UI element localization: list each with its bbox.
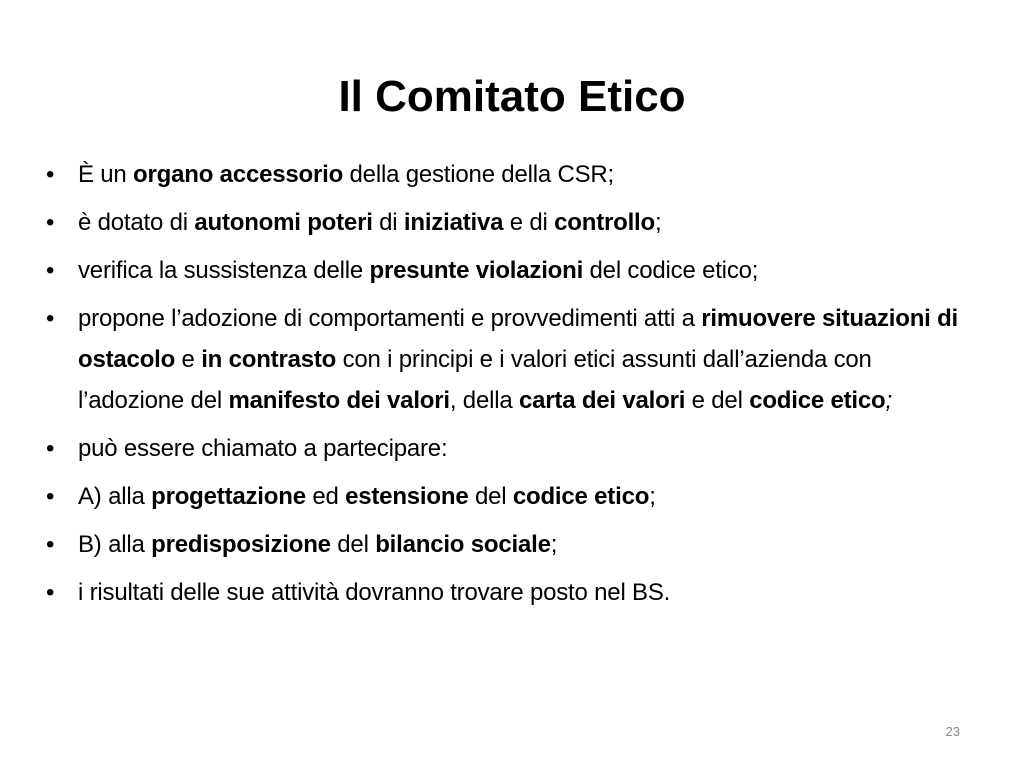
text-segment: È un (78, 161, 134, 188)
bullet-list (40, 154, 980, 620)
bullet-text (78, 161, 614, 188)
bold-text: bilancio sociale (375, 531, 551, 558)
bold-text: predisposizione (151, 531, 331, 558)
bold-text: in contrasto (201, 346, 337, 373)
bold-text: organo accessorio (133, 161, 344, 188)
bullet-text (78, 209, 661, 236)
text-segment: del (330, 531, 376, 558)
bullet-dot-icon: • (46, 161, 55, 188)
text-segment: di (372, 209, 404, 236)
bold-text: codice etico (749, 387, 886, 414)
text-segment: B) alla (78, 531, 152, 558)
text-segment: ; (885, 387, 892, 414)
text-segment: A) alla (78, 483, 152, 510)
bullet-text (78, 531, 557, 558)
bullet-item (40, 428, 980, 469)
bullet-dot-icon: • (46, 257, 55, 284)
bold-text: carta dei valori (518, 387, 686, 414)
text-segment: ; (649, 483, 656, 510)
bold-text: manifesto dei valori (228, 387, 450, 414)
bullet-dot-icon: • (46, 209, 55, 236)
bold-text: autonomi poteri (194, 209, 373, 236)
bold-text: estensione (345, 483, 469, 510)
bullet-item (40, 250, 980, 291)
text-segment: propone l’adozione di comportamenti e provvedimenti atti a (78, 305, 702, 332)
bullet-text (78, 579, 670, 606)
bold-text: rimuovere situazioni di ostacolo (78, 305, 959, 373)
text-segment: , della (449, 387, 519, 414)
bullet-text (78, 305, 958, 414)
text-segment: con i principi e i valori etici assunti dall’azienda con l’adozione del (78, 346, 872, 414)
bullet-item (40, 202, 980, 243)
text-segment: ; (654, 209, 662, 236)
text-segment: e di (503, 209, 555, 236)
bullet-dot-icon: • (46, 305, 55, 332)
bullet-dot-icon: • (46, 435, 55, 462)
bold-text: presunte violazioni (369, 257, 584, 284)
bullet-text (78, 257, 758, 284)
page-number: 23 (945, 724, 960, 739)
text-segment: del codice etico; (583, 257, 759, 284)
text-segment: verifica la sussistenza delle (78, 257, 370, 284)
slide-title: Il Comitato Etico (338, 72, 686, 121)
bullet-text (78, 435, 447, 462)
bullet-dot-icon: • (46, 579, 55, 606)
bullet-text (78, 483, 656, 510)
text-segment: e del (685, 387, 750, 414)
bullet-item (40, 524, 980, 565)
bullet-dot-icon: • (46, 531, 55, 558)
bold-text: codice etico (512, 483, 650, 510)
bold-text: progettazione (151, 483, 306, 510)
text-segment: i risultati delle sue attività dovranno trovare posto nel BS. (78, 579, 671, 606)
text-segment: può essere chiamato a partecipare: (78, 435, 448, 462)
bullet-item (40, 298, 980, 421)
bold-text: controllo (554, 209, 655, 236)
bold-text: iniziativa (403, 209, 504, 236)
text-segment: e (175, 346, 202, 373)
bullet-item (40, 572, 980, 613)
text-segment: è dotato di (78, 209, 195, 236)
text-segment: ; (550, 531, 558, 558)
text-segment: ed (305, 483, 346, 510)
text-segment: della gestione della CSR; (343, 161, 615, 188)
bullet-item (40, 154, 980, 195)
bullet-dot-icon: • (46, 483, 55, 510)
bullet-item (40, 476, 980, 517)
text-segment: del (468, 483, 513, 510)
